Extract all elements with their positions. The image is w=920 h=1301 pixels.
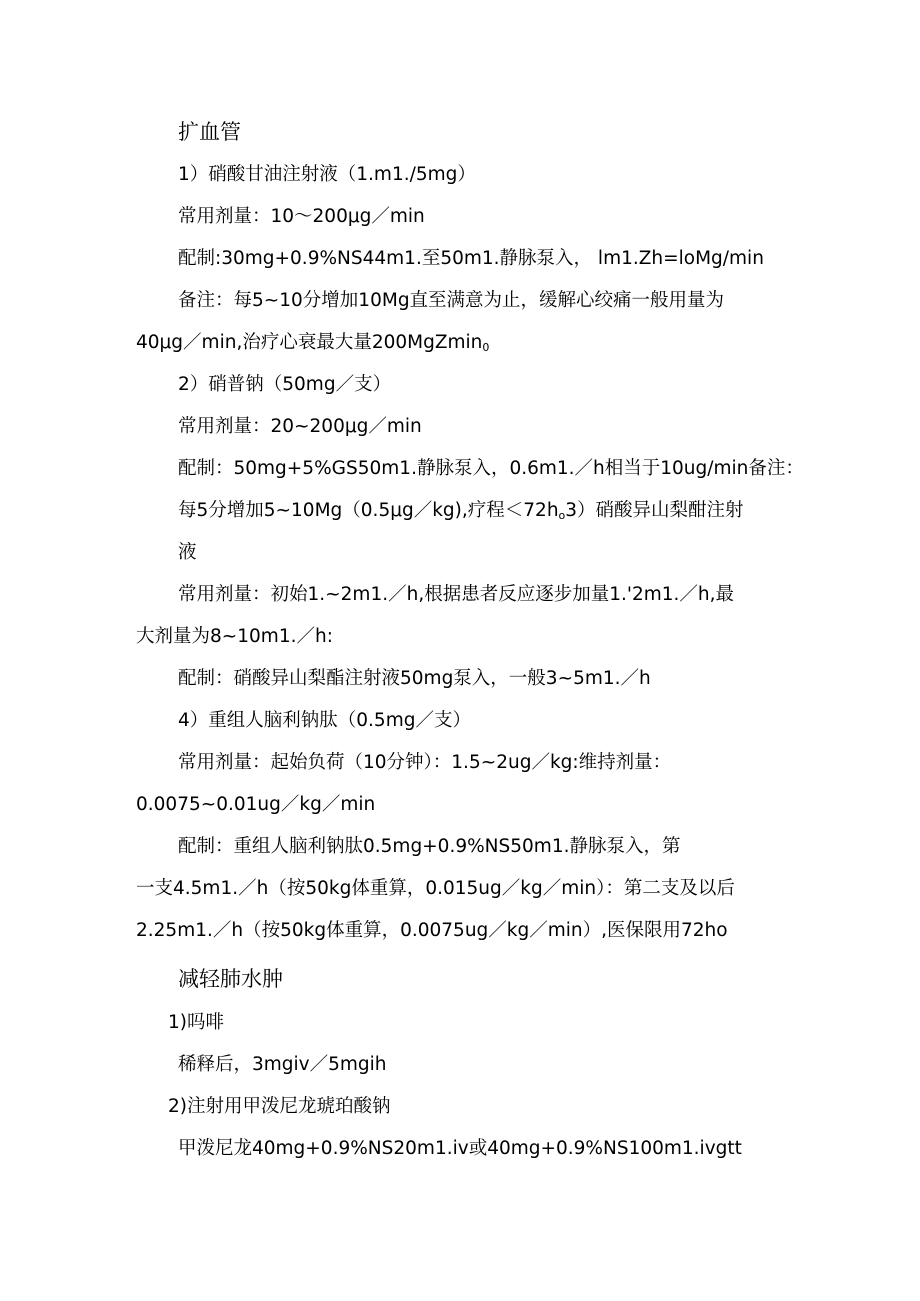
- subscript-text: 0: [482, 341, 490, 354]
- drug-item-sodium-nitroprusside: 2）硝普钠（50mg／支）: [178, 374, 392, 395]
- preparation-text: 配制：硝酸异山梨酯注射液50mg泵入，一般3~5m1.／h: [178, 668, 651, 689]
- preparation-text: 配制：重组人脑利钠肽0.5mg+0.9%NS50m1.静脉泵入，第: [178, 836, 681, 857]
- dosage-text: 稀释后，3mgiv／5mgih: [178, 1054, 387, 1075]
- dosage-text: 常用剂量：起始负荷（10分钟）：1.5~2ug／kg:维持剂量：: [178, 752, 672, 773]
- preparation-text: 配制:30mg+0.9%NS44m1.至50m1.静脉泵入， lm1.Zh=loMg/min: [178, 248, 764, 269]
- dosage-text: 常用剂量：10～200μg／min: [178, 206, 425, 227]
- dosage-text: 常用剂量：20~200μg／min: [178, 416, 422, 437]
- drug-item-methylprednisolone: 2)注射用甲泼尼龙琥珀酸钠: [168, 1096, 391, 1117]
- drug-item-continued: 液: [178, 542, 197, 563]
- section-heading-pulmonary-edema: 减轻肺水肿: [178, 967, 283, 991]
- dosage-text: 甲泼尼龙40mg+0.9%NS20m1.iv或40mg+0.9%NS100m1.ivgtt: [178, 1138, 742, 1159]
- drug-item-nitroglycerin: 1）硝酸甘油注射液（1.m1./5mg）: [178, 164, 476, 185]
- drug-item-isosorbide-dinitrate: 3）硝酸异山梨酣注射: [565, 500, 744, 521]
- dosage-text-continued: 0.0075~0.01ug／kg／min: [136, 794, 376, 815]
- dosage-text: 常用剂量：初始1.~2m1.／h,根据患者反应逐步加量1.'2m1.／h,最: [178, 584, 734, 605]
- note-text-continued: [136, 331, 489, 360]
- section-heading-vasodilation: 扩血管: [178, 120, 241, 144]
- drug-item-morphine: 1)吗啡: [168, 1012, 224, 1033]
- drug-item-recombinant-bnp: 4）重组人脑利钠肽（0.5mg／支）: [178, 710, 471, 731]
- preparation-text-part: 每5分增加5~10Mg（0.5μg／kg),疗程＜72h: [178, 500, 559, 521]
- preparation-text-continued: 一支4.5m1.／h（按50kg体重算，0.015ug／kg／min）：第二支及以后: [136, 878, 735, 899]
- dosage-text-continued: 大剂量为8~10m1.／h:: [136, 626, 333, 647]
- preparation-text-continued: 2.25m1.／h（按50kg体重算，0.0075ug／kg／min）,医保限用72ho: [136, 920, 728, 941]
- note-text-main: 40μg／min,治疗心衰最大量200MgZmin: [136, 332, 483, 353]
- preparation-text-continued: [178, 499, 744, 528]
- note-text: 备注：每5~10分增加10Mg直至满意为止，缓解心绞痛一般用量为: [178, 290, 725, 311]
- preparation-text: 配制：50mg+5%GS50m1.静脉泵入，0.6m1.／h相当于10ug/min备注：: [178, 458, 804, 479]
- subscript-text: o: [558, 509, 566, 522]
